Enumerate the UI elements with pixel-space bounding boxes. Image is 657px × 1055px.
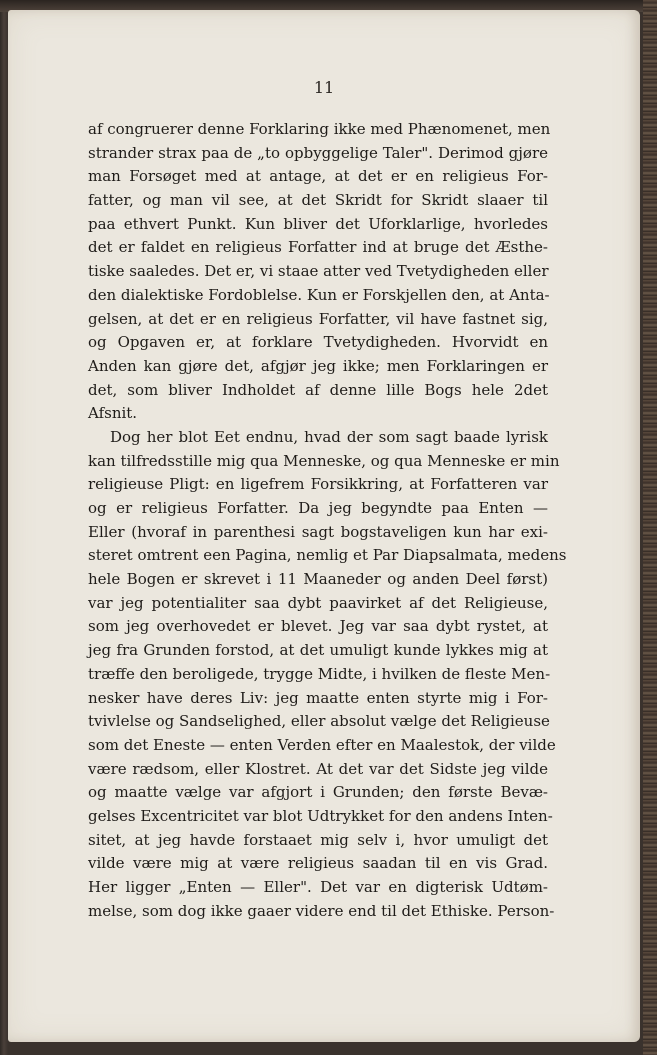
text-line: Eller (hvoraf in parenthesi sagt bogstaveligen kun har exi- [88,522,548,541]
text-line: man Forsøget med at antage, at det er en religieus For- [88,167,548,186]
text-line: gelsen, at det er en religieus Forfatter, vil have fastnet sig, [88,309,548,328]
text-line: religieuse Pligt: en ligefrem Forsikkring, at Forfatteren var [88,475,548,494]
text-line: som jeg overhovedet er blevet. Jeg var saa dybt rystet, at [88,617,548,636]
text-line: Her ligger „Enten — Eller". Det var en digterisk Udtøm- [88,878,548,896]
text-line: vilde være mig at være religieus saadan til en vis Grad. [88,854,548,873]
text-line: jeg fra Grunden forstod, at det umuligt kunde lykkes mig at [88,641,548,660]
text-line: gelses Excentricitet var blot Udtrykket for den andens Inten- [88,806,553,825]
text-line: af congruerer denne Forklaring ikke med Phænomenet, men [88,120,551,138]
text-line: strander strax paa de „to opbyggelige Taler". Derimod gjøre [88,143,548,162]
text-line: hele Bogen er skrevet i 11 Maaneder og anden Deel først) [88,570,548,589]
text-line: og er religieus Forfatter. Da jeg begyndte paa Enten — [88,499,548,517]
text-line: steret omtrent een Pagina, nemlig et Par Diapsalmata, medens [88,546,567,565]
text-line: melse, som dog ikke gaaer videre end til det Ethiske. Person- [88,901,555,920]
text-line: sitet, at jeg havde forstaaet mig selv i, hvor umuligt det [88,830,548,849]
text-line: kan tilfredsstille mig qua Menneske, og qua Menneske er min [88,451,560,470]
body-text [88,118,567,923]
page-sheet [8,10,640,1042]
text-line: træffe den beroligede, trygge Midte, i hvilken de fleste Men- [88,664,551,683]
text-line: paa ethvert Punkt. Kun bliver det Uforklarlige, hvorledes [88,214,548,233]
text-line: var jeg potentialiter saa dybt paavirket af det Religieuse, [88,593,548,612]
text-line: den dialektiske Fordoblelse. Kun er Forskjellen den, at Anta- [88,285,550,304]
text-line: fatter, og man vil see, at det Skridt for Skridt slaaer til [88,191,548,210]
text-line: Anden kan gjøre det, afgjør jeg ikke; men Forklaringen er [88,356,548,375]
text-line: som det Eneste — enten Verden efter en Maalestok, der vilde [88,735,556,754]
book-cover-edge [643,0,657,1055]
text-line: det, som bliver Indholdet af denne lille Bogs hele 2det [88,380,548,399]
text-line: tvivlelse og Sandselighed, eller absolut vælge det Religieuse [88,712,550,731]
text-line: nesker have deres Liv: jeg maatte enten styrte mig i For- [88,688,548,707]
text-line: og Opgaven er, at forklare Tvetydigheden. Hvorvidt en [88,333,548,352]
text-line: Dog her blot Eet endnu, hvad der som sagt baade lyrisk [110,427,548,446]
page-number: 11 [313,78,335,97]
text-line: det er faldet en religieus Forfatter ind at bruge det Æsthe- [88,238,548,257]
text-line: være rædsom, eller Klostret. At det var det Sidste jeg vilde [88,759,548,778]
text-line: tiske saaledes. Det er, vi staae atter ved Tvetydigheden eller [88,262,549,281]
text-line: og maatte vælge var afgjort i Grunden; den første Bevæ- [88,783,548,802]
text-line: Afsnit. [88,404,138,423]
